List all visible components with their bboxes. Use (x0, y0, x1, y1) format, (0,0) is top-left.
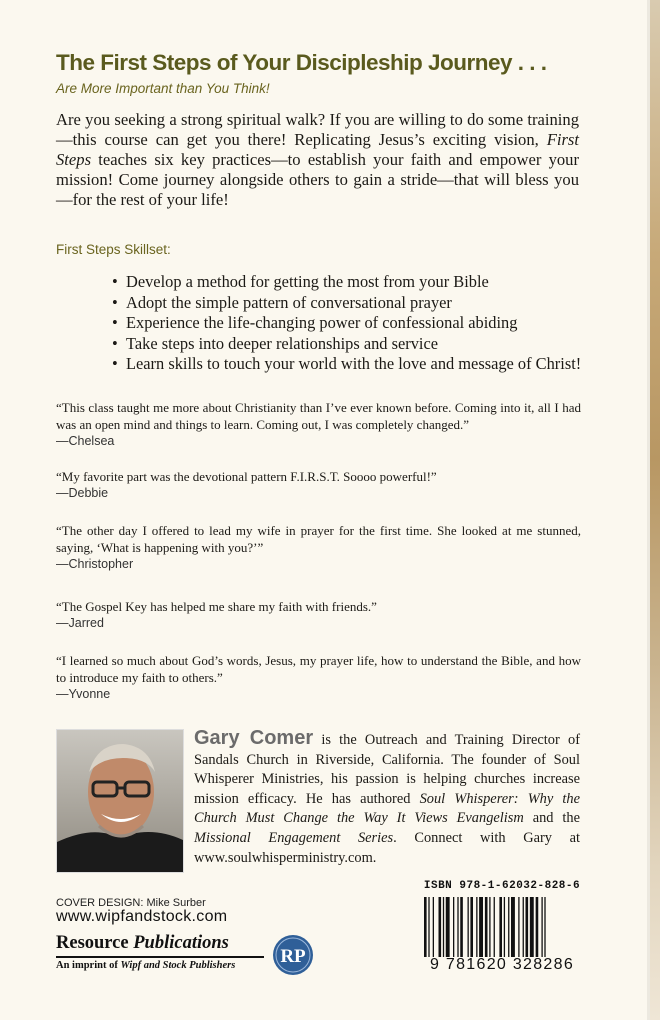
barcode-bar (489, 897, 490, 957)
barcode-bar (511, 897, 515, 957)
book-title: Missional Engagement Series (194, 829, 394, 846)
testimonial (56, 522, 581, 573)
cover-subtitle: Are More Important than You Think! (56, 81, 270, 96)
publisher-name: Resource Publications (56, 933, 229, 953)
testimonial-author: —Chelsea (56, 434, 115, 448)
skill-item: • Adopt the simple pattern of conversational prayer (112, 293, 581, 314)
barcode-bar (443, 897, 444, 957)
testimonial-text: “The other day I offered to lead my wife in prayer for the first time. She looked at me stunned, saying, ‘What is happening with you?’” (56, 523, 581, 555)
testimonial-author: —Yvonne (56, 687, 111, 701)
publisher-website: www.wipfandstock.com (56, 908, 228, 925)
testimonial-text: “I learned so much about God’s words, Jesus, my prayer life, how to understand the Bible, and how to introduce my faith to others.” (56, 653, 581, 685)
cover-design-credit: COVER DESIGN: Mike Surber (56, 897, 206, 909)
testimonial-text: “This class taught me more about Christianity than I’ve ever known before. Coming into it, all I had was an open mind and things to learn. Coming out, I was completely changed.” (56, 400, 581, 432)
barcode-bar (476, 897, 477, 957)
publisher-rule (56, 956, 264, 958)
barcode-bar (428, 897, 429, 957)
testimonial-text: “The Gospel Key has helped me share my faith with friends.” (56, 599, 377, 614)
skill-item: • Develop a method for getting the most from your Bible (112, 272, 581, 293)
testimonial (56, 468, 581, 502)
isbn-barcode (422, 880, 582, 980)
barcode-bar (541, 897, 542, 957)
barcode-bar (453, 897, 454, 957)
testimonial-author: —Christopher (56, 557, 134, 571)
barcode-bar (504, 897, 505, 957)
barcode-digits: 9 781620 328286 (429, 956, 575, 973)
barcode-bar (499, 897, 502, 957)
barcode-bar (530, 897, 534, 957)
barcode-bar (485, 897, 488, 957)
skill-item: • Take steps into deeper relationships and service (112, 334, 581, 355)
imprint-line: An imprint of Wipf and Stock Publishers (56, 960, 236, 971)
skillset-list (112, 272, 581, 375)
testimonial (56, 598, 581, 632)
barcode-bar (544, 897, 545, 957)
author-photo (56, 729, 184, 873)
author-bio: Gary Comer is the Outreach and Training Director of Sandals Church in Riverside, California. The founder of Soul Whisperer Ministries, his passion is helping churches increase mission efficacy. He has authored Soul Whisperer: Why the Church Must Change the Way It Views Evangelism and the Missional Engagement Series. Connect with Gary at www.soulwhisperministry.com. (194, 727, 581, 866)
barcode-bar (468, 897, 469, 957)
barcode-bar (536, 897, 539, 957)
testimonial (56, 652, 581, 703)
cover-title: The First Steps of Your Discipleship Journey . . . (56, 50, 547, 75)
intro-paragraph: Are you seeking a strong spiritual walk? If you are willing to do some training—this course can get you there! Replicating Jesus’s exciting vision, First Steps teaches six key practices—to establish your faith and empower your mission! Come journey alongside others to gain a stride—that will bless you—for the rest of your life! (56, 110, 579, 209)
book-title: First Steps (56, 130, 579, 169)
skillset-heading: First Steps Skillset: (56, 242, 171, 257)
testimonial-author: —Debbie (56, 486, 109, 500)
barcode-bar (518, 897, 519, 957)
barcode-bar (479, 897, 483, 957)
barcode-bar (508, 897, 509, 957)
barcode-bar (457, 897, 458, 957)
barcode-bar (460, 897, 463, 957)
book-spine-edge (650, 0, 660, 1020)
barcode-bar (439, 897, 442, 957)
book-title: Soul Whisperer: Why the Church Must Change the Way It Views Evangelism (194, 790, 580, 827)
barcode-bar (446, 897, 450, 957)
isbn-label: ISBN 978-1-62032-828-6 (423, 880, 581, 892)
barcode-bar (433, 897, 434, 957)
testimonial-text: “My favorite part was the devotional pattern F.I.R.S.T. Soooo powerful!” (56, 469, 437, 484)
author-name: Gary Comer (194, 727, 314, 749)
logo-text: RP (280, 946, 306, 967)
barcode-bars (424, 897, 580, 957)
skill-item: • Learn skills to touch your world with the love and message of Christ! (112, 354, 581, 375)
barcode-bar (494, 897, 495, 957)
barcode-bar (526, 897, 529, 957)
barcode-bar (470, 897, 473, 957)
barcode-bar (424, 897, 427, 957)
publisher-logo (272, 934, 314, 976)
testimonial-author: —Jarred (56, 616, 104, 630)
barcode-bar (523, 897, 524, 957)
testimonial (56, 399, 581, 450)
skill-item: • Experience the life-changing power of confessional abiding (112, 313, 581, 334)
